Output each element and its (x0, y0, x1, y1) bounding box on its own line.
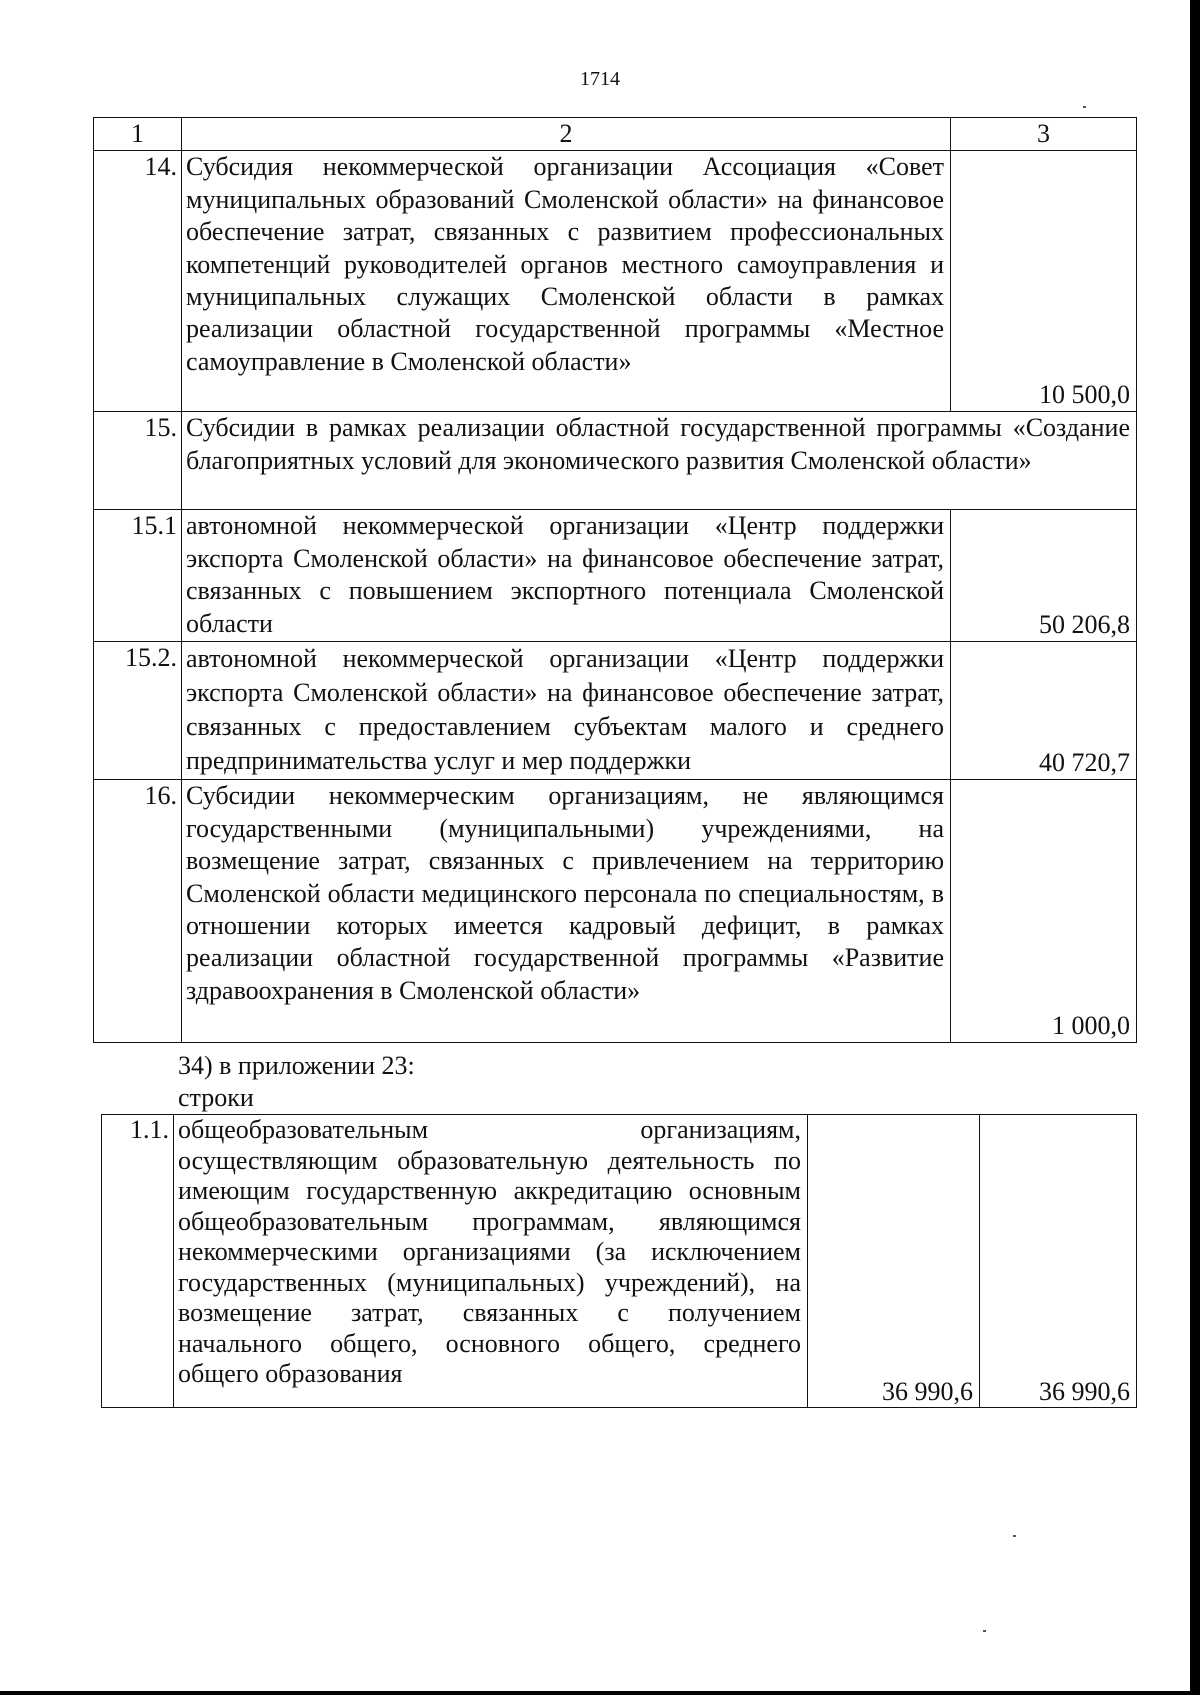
appendix-23-table (101, 1114, 1137, 1408)
row-number: 15. (94, 412, 182, 510)
budget-table (93, 117, 1137, 1043)
amendment-subtitle: строки (178, 1083, 254, 1112)
row-description: Субсидии в рамках реализации областной государственной программы «Создание благоприятных условий для экономического развития Смоленской области» (182, 412, 1137, 510)
table-row (94, 780, 1137, 1043)
row-number: 1.1. (102, 1115, 174, 1408)
row-number: 14. (94, 151, 182, 412)
table-row (94, 412, 1137, 510)
row-amount-2: 36 990,6 (980, 1115, 1137, 1408)
scan-edge-bottom (0, 1691, 1200, 1695)
row-description: Субсидия некоммерческой организации Ассоциация «Совет муниципальных образований Смоленской области» на финансовое обеспечение затрат, связанных с развитием профессиональных компетенций руководителей органов местного самоуправления и муниципальных служащих Смоленской области в рамках реализации областной государственной программы «Местное самоуправление в Смоленской области» (182, 151, 951, 412)
row-description: Субсидии некоммерческим организациям, не являющимся государственными (муниципальными) учреждениями, на возмещение затрат, связанных с привлечением на территорию Смоленской области медицинского персонала по специальностям, в отношении которых имеется кадровый дефицит, в рамках реализации областной государственной программы «Развитие здравоохранения в Смоленской области» (182, 780, 951, 1043)
row-amount: 50 206,8 (951, 510, 1137, 642)
amendment-item: 34) в приложении 23: (178, 1051, 415, 1080)
row-description: автономной некоммерческой организации «Центр поддержки экспорта Смоленской области» на финансовое обеспечение затрат, связанных с повышением экспортного потенциала Смоленской области (182, 510, 951, 642)
row-number: 16. (94, 780, 182, 1043)
table-row (94, 510, 1137, 642)
table-row (94, 151, 1137, 412)
scan-edge-right (1190, 0, 1200, 1695)
table-header-row (94, 118, 1137, 151)
table-row (94, 642, 1137, 780)
scan-speck (1083, 106, 1086, 108)
row-description: общеобразовательным организациям, осуществляющим образовательную деятельность по имеющим государственную аккредитацию основным общеобразовательным программам, являющимся некоммерческими организациями (за исключением государственных (муниципальных) учреждений), на возмещение затрат, связанных с получением начального общего, основного общего, среднего общего образования (174, 1115, 808, 1408)
header-cell-2: 2 (182, 118, 951, 151)
row-amount: 40 720,7 (951, 642, 1137, 780)
row-amount: 1 000,0 (951, 780, 1137, 1043)
row-number: 15.1 (94, 510, 182, 642)
scan-speck (1013, 1535, 1016, 1537)
row-amount-1: 36 990,6 (808, 1115, 980, 1408)
header-cell-1: 1 (94, 118, 182, 151)
page-number: 1714 (580, 68, 620, 90)
header-cell-3: 3 (951, 118, 1137, 151)
scan-speck (983, 1630, 986, 1632)
row-number: 15.2. (94, 642, 182, 780)
row-description: автономной некоммерческой организации «Центр поддержки экспорта Смоленской области» на финансовое обеспечение затрат, связанных с предоставлением субъектам малого и среднего предпринимательства услуг и мер поддержки (182, 642, 951, 780)
table-row (102, 1115, 1137, 1408)
row-amount: 10 500,0 (951, 151, 1137, 412)
